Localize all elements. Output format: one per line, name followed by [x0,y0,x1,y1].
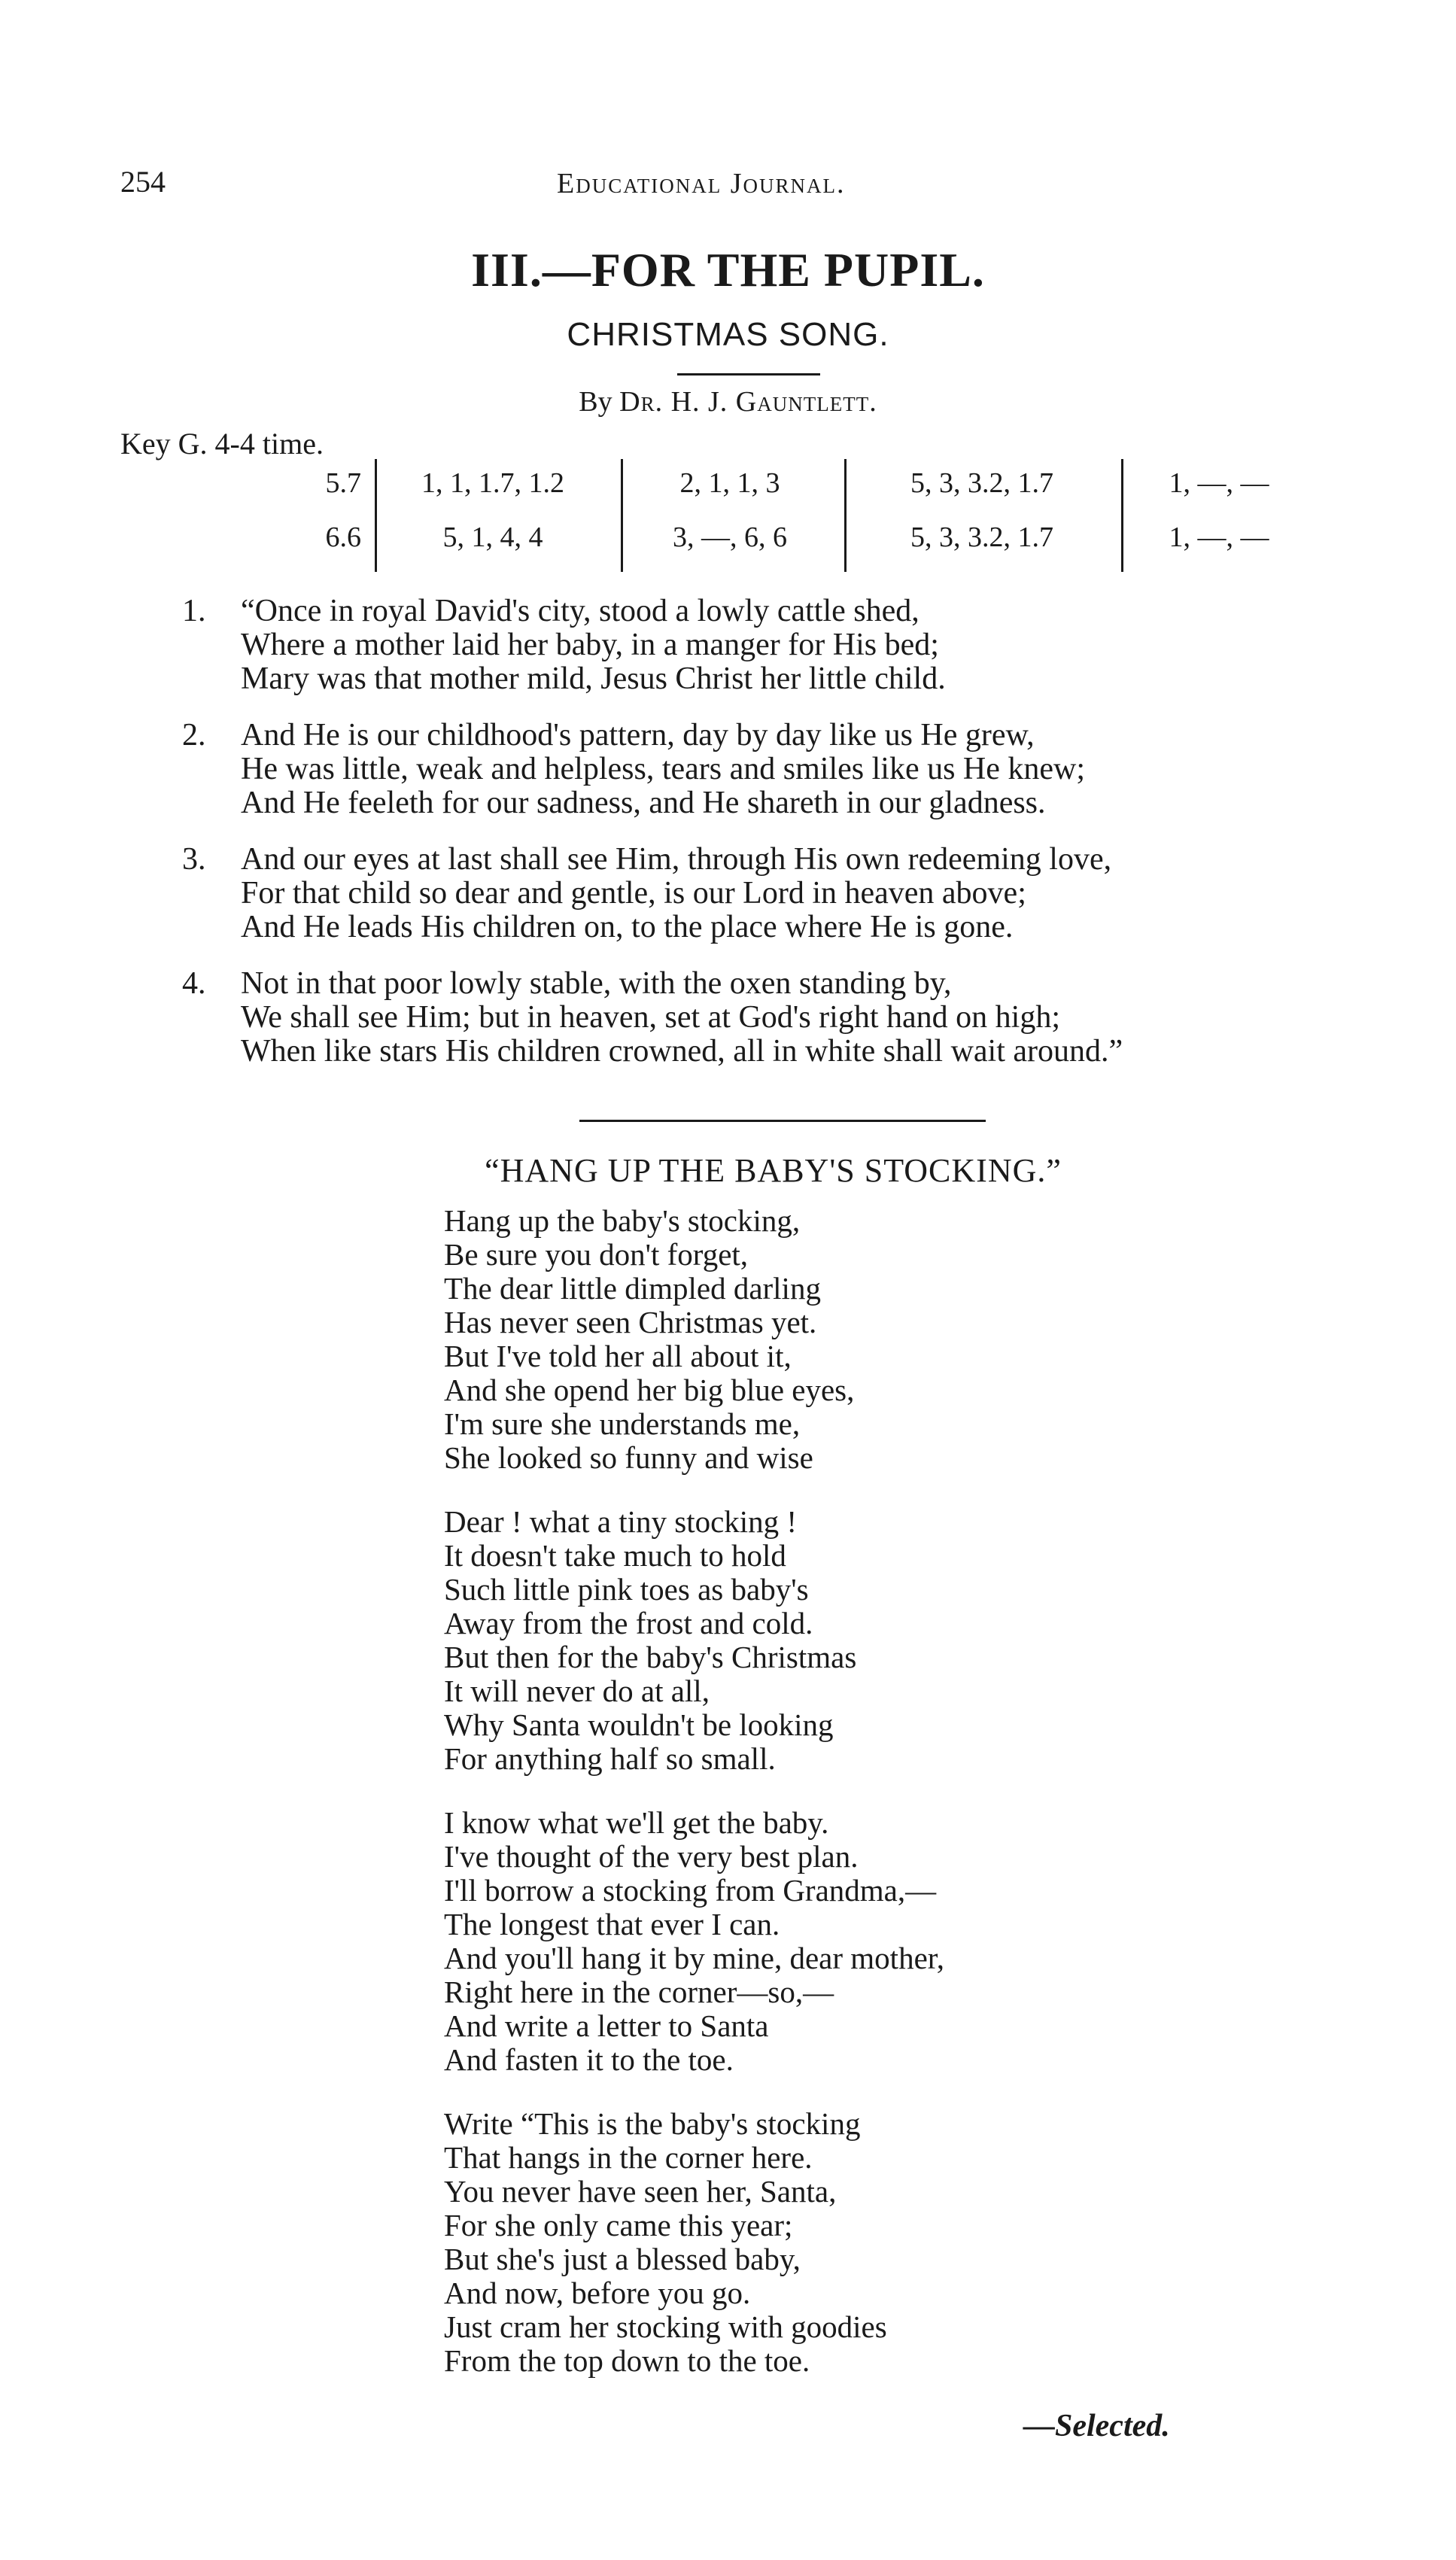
attribution: —Selected. [1023,2409,1170,2443]
song-verses [182,594,1362,1091]
verse-line: “Once in royal David's city, stood a lowly cattle shed, [241,594,919,628]
page-header [120,164,993,209]
measure: 2, 1, 1, 3 [679,467,780,499]
title-rule [677,373,820,375]
section-title: III.—FOR THE PUPIL. [471,243,985,296]
verse [182,718,1362,820]
poem-line: And fasten it to the toe. [444,2042,734,2077]
poem-title: “HANG UP THE BABY'S STOCKING.” [485,1152,1062,1189]
bar-line [1121,459,1123,572]
poem-line: Has never seen Christmas yet. [444,1305,817,1339]
poem-line: Right here in the corner—so,— [444,1975,834,2009]
poem-line: But I've told her all about it, [444,1339,792,1373]
poem-line: From the top down to the toe. [444,2343,810,2378]
verse-line: Where a mother laid her baby, in a manger for His bed; [241,628,939,662]
poem-line: The dear little dimpled darling [444,1271,821,1306]
poem-line: Away from the frost and cold. [444,1606,813,1640]
stanza [444,1204,1272,1475]
poem-line: Just cram her stocking with goodies [444,2309,887,2344]
poem-line: For anything half so small. [444,1741,776,1776]
poem-line: And now, before you go. [444,2276,751,2310]
verse-line: And He is our childhood's pattern, day by day like us He grew, [241,718,1035,752]
bar-line [844,459,847,572]
measure: 6.6 [325,521,361,553]
bar-line [375,459,377,572]
poem-line: But then for the baby's Christmas [444,1640,857,1674]
verse-line: He was little, weak and helpless, tears and smiles like us He knew; [241,752,1086,786]
measure: 5.7 [325,467,361,499]
bar-line [621,459,623,572]
running-head: Educational Journal. [557,168,846,199]
verse-line: We shall see Him; but in heaven, set at God's right hand on high; [241,1000,1060,1035]
measure: 5, 3, 3.2, 1.7 [910,521,1053,553]
page-number: 254 [120,165,166,199]
poem-line: That hangs in the corner here. [444,2140,813,2175]
key-signature: Key G. 4-4 time. [120,427,324,461]
poem-line: It doesn't take much to hold [444,1538,786,1573]
poem-line: Hang up the baby's stocking, [444,1203,801,1238]
verse-number: 4. [182,966,206,1001]
measure: 3, —, 6, 6 [673,521,787,553]
poem-line: The longest that ever I can. [444,1907,780,1941]
measure: 1, —, — [1169,467,1269,499]
measure: 1, 1, 1.7, 1.2 [421,467,564,499]
byline-author: Dr. H. J. Gauntlett. [619,386,877,418]
verse-line: Mary was that mother mild, Jesus Christ her little child. [241,661,946,696]
poem-line: I'm sure she understands me, [444,1406,801,1441]
poem-line: Such little pink toes as baby's [444,1572,809,1607]
stanza [444,1505,1272,1776]
verse-line: Not in that poor lowly stable, with the oxen standing by, [241,966,952,1001]
measure: 5, 1, 4, 4 [442,521,543,553]
poem [444,1204,1272,2408]
verse-number: 1. [182,594,206,628]
poem-line: I've thought of the very best plan. [444,1839,859,1874]
section-rule [579,1120,986,1122]
poem-line: It will never do at all, [444,1674,710,1708]
verse-line: For that child so dear and gentle, is our Lord in heaven above; [241,876,1026,911]
poem-line: Dear ! what a tiny stocking ! [444,1504,798,1539]
poem-line: Why Santa wouldn't be looking [444,1707,834,1742]
verse [182,594,1362,696]
poem-line: She looked so funny and wise [444,1440,813,1475]
poem-line: Be sure you don't forget, [444,1237,749,1272]
verse-line: And He feeleth for our sadness, and He shareth in our gladness. [241,786,1046,820]
byline-prefix: By [579,386,612,418]
poem-line: But she's just a blessed baby, [444,2242,801,2276]
byline [0,385,1456,418]
poem-line: I'll borrow a stocking from Grandma,— [444,1873,937,1908]
poem-line: And you'll hang it by mine, dear mother, [444,1941,945,1975]
verse-number: 3. [182,842,206,877]
stanza [444,1806,1272,2077]
verse [182,966,1362,1069]
poem-line: Write “This is the baby's stocking [444,2106,861,2141]
verse-line: And our eyes at last shall see Him, through His own redeeming love, [241,842,1112,877]
poem-line: For she only came this year; [444,2208,793,2242]
verse-number: 2. [182,718,206,752]
stanza [444,2107,1272,2378]
poem-line: I know what we'll get the baby. [444,1805,829,1840]
verse [182,842,1362,944]
measure: 5, 3, 3.2, 1.7 [910,467,1053,499]
poem-line: And write a letter to Santa [444,2008,769,2043]
song-title: CHRISTMAS SONG. [567,316,889,353]
verse-line: And He leads His children on, to the place where He is gone. [241,910,1014,944]
poem-line: You never have seen her, Santa, [444,2174,837,2209]
poem-line: And she opend her big blue eyes, [444,1373,855,1407]
measure: 1, —, — [1169,521,1269,553]
verse-line: When like stars His children crowned, all in white shall wait around.” [241,1034,1123,1069]
